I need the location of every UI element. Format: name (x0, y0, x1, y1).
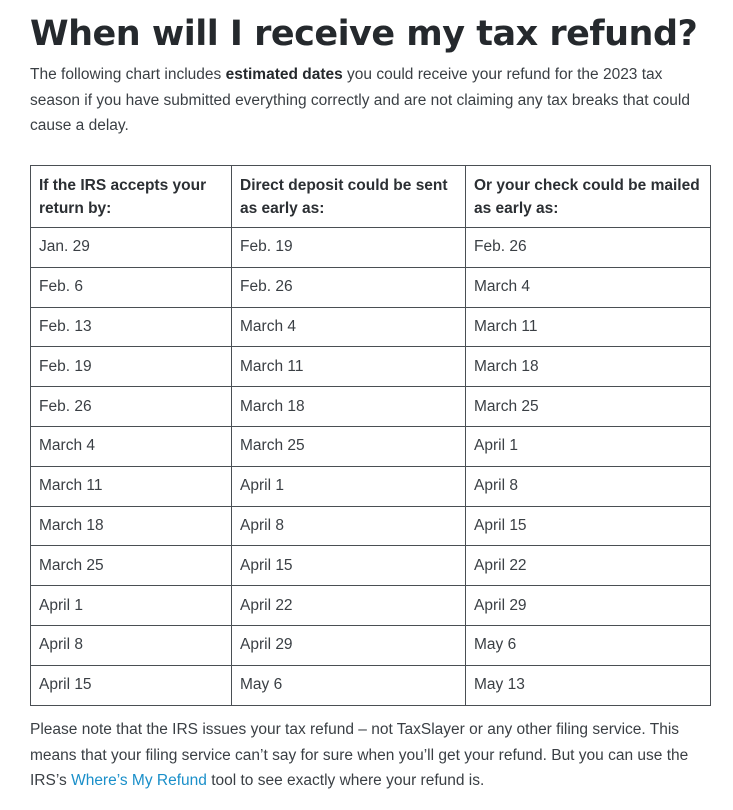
cell-check-date: April 15 (466, 506, 711, 546)
table-row (31, 307, 711, 347)
cell-check-date: March 11 (466, 307, 711, 347)
table-row (31, 347, 711, 387)
refund-schedule-table (30, 165, 711, 706)
cell-deposit-date: March 4 (232, 307, 466, 347)
header-irs-accepts: If the IRS accepts your return by: (31, 166, 232, 228)
cell-deposit-date: Feb. 26 (232, 267, 466, 307)
cell-deposit-date: March 25 (232, 426, 466, 466)
table-row (31, 426, 711, 466)
intro-bold-text: estimated dates (225, 66, 343, 83)
cell-accepted-date: April 1 (31, 586, 232, 626)
table-row (31, 466, 711, 506)
table-row (31, 625, 711, 665)
page-title: When will I receive my tax refund? (30, 14, 698, 54)
table-row (31, 387, 711, 427)
cell-accepted-date: Feb. 26 (31, 387, 232, 427)
cell-deposit-date: April 22 (232, 586, 466, 626)
cell-check-date: March 25 (466, 387, 711, 427)
table-row (31, 506, 711, 546)
note-text-end: tool to see exactly where your refund is. (206, 772, 485, 789)
intro-paragraph (30, 62, 710, 139)
cell-deposit-date: April 1 (232, 466, 466, 506)
cell-deposit-date: March 11 (232, 347, 466, 387)
table-row (31, 546, 711, 586)
cell-check-date: April 22 (466, 546, 711, 586)
note-paragraph (30, 717, 710, 794)
cell-check-date: Feb. 26 (466, 228, 711, 268)
table-row (31, 586, 711, 626)
note-text-start: Please note that the IRS issues your tax refund – not TaxSlayer or any other filing service. This means that your filing service can’t say for sure when you’ll get your refund. But you can use the IRS’s (30, 721, 689, 789)
wheres-my-refund-link[interactable]: Where’s My Refund (71, 772, 207, 789)
cell-accepted-date: Feb. 6 (31, 267, 232, 307)
cell-accepted-date: March 4 (31, 426, 232, 466)
cell-deposit-date: May 6 (232, 665, 466, 705)
header-direct-deposit: Direct deposit could be sent as early as: (232, 166, 466, 228)
table-row (31, 267, 711, 307)
cell-deposit-date: April 15 (232, 546, 466, 586)
table-row (31, 228, 711, 268)
intro-text-end: you could receive your refund for the 2023 tax season if you have submitted everything correctly and are not claiming any tax breaks that could cause a delay. (30, 66, 690, 134)
cell-check-date: April 8 (466, 466, 711, 506)
cell-deposit-date: April 29 (232, 625, 466, 665)
cell-accepted-date: Feb. 13 (31, 307, 232, 347)
cell-check-date: May 13 (466, 665, 711, 705)
cell-accepted-date: March 18 (31, 506, 232, 546)
cell-accepted-date: March 11 (31, 466, 232, 506)
intro-text-start: The following chart includes (30, 66, 226, 83)
cell-check-date: March 4 (466, 267, 711, 307)
cell-check-date: May 6 (466, 625, 711, 665)
cell-deposit-date: March 18 (232, 387, 466, 427)
cell-check-date: April 1 (466, 426, 711, 466)
cell-accepted-date: March 25 (31, 546, 232, 586)
cell-check-date: April 29 (466, 586, 711, 626)
cell-accepted-date: Jan. 29 (31, 228, 232, 268)
cell-deposit-date: April 8 (232, 506, 466, 546)
table-row (31, 665, 711, 705)
cell-deposit-date: Feb. 19 (232, 228, 466, 268)
cell-accepted-date: April 15 (31, 665, 232, 705)
cell-accepted-date: Feb. 19 (31, 347, 232, 387)
cell-check-date: March 18 (466, 347, 711, 387)
table-header-row (31, 166, 711, 228)
header-check-mailed: Or your check could be mailed as early as: (466, 166, 711, 228)
cell-accepted-date: April 8 (31, 625, 232, 665)
